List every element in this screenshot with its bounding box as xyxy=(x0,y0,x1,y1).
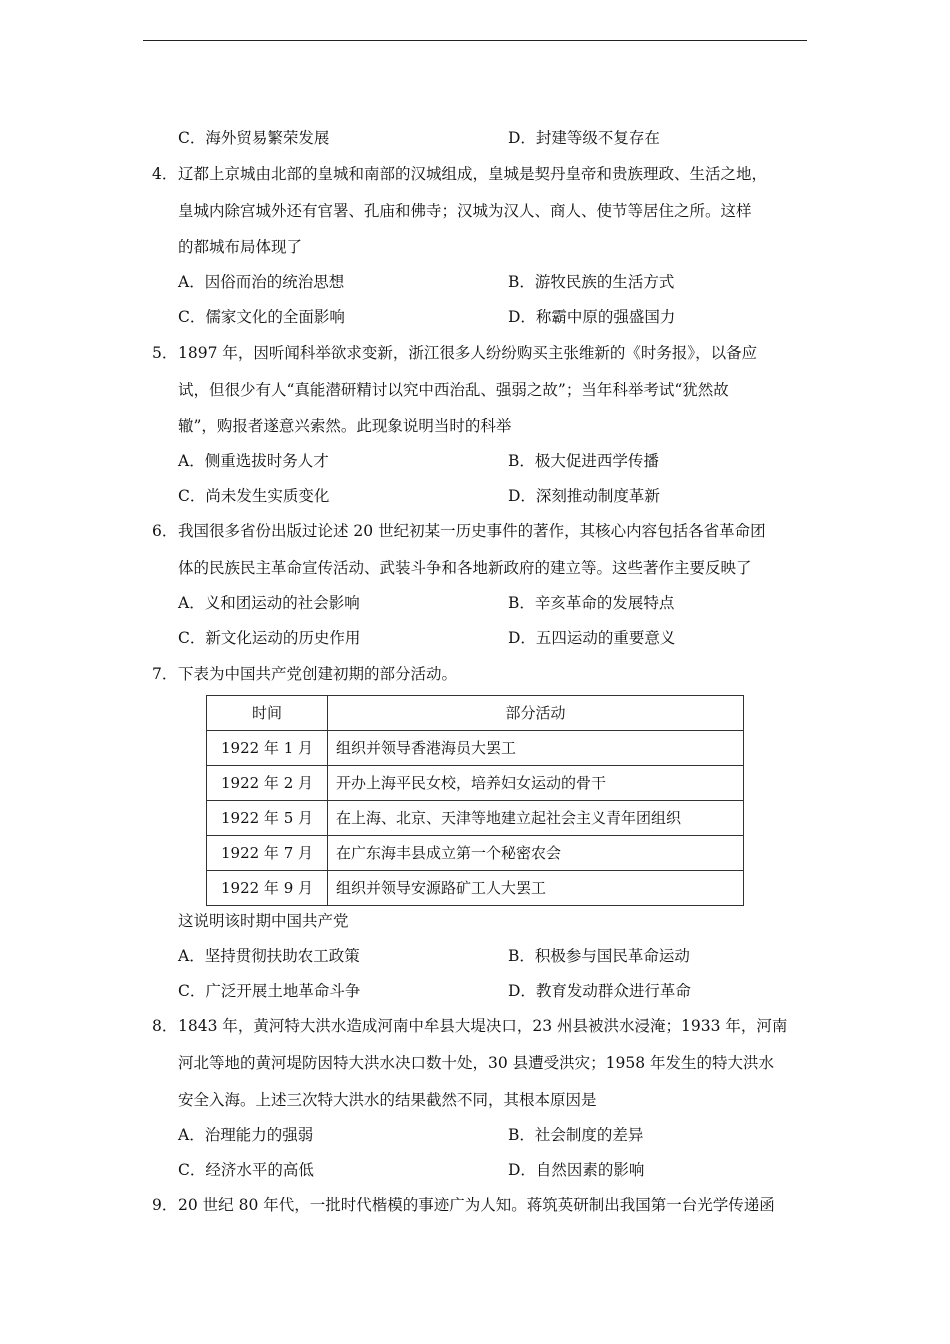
table-row xyxy=(207,836,744,871)
q4-option-b: B．游牧民族的生活方式 xyxy=(508,273,675,291)
q8-stem-line-2: 河北等地的黄河堤防因特大洪水决口数十处，30 县遭受洪灾；1958 年发生的特大洪水 xyxy=(178,1054,775,1072)
table-header-row xyxy=(207,696,744,731)
q8-option-c: C．经济水平的高低 xyxy=(178,1161,314,1179)
q5-option-a: A．侧重选拔时务人才 xyxy=(178,452,329,470)
table-cell-activity: 组织并领导香港海员大罢工 xyxy=(328,731,744,766)
table-cell-activity: 组织并领导安源路矿工人大罢工 xyxy=(328,871,744,906)
q9-number: 9． xyxy=(152,1196,178,1214)
table-cell-time: 1922 年 7 月 xyxy=(207,836,328,871)
q6-option-a: A．义和团运动的社会影响 xyxy=(178,594,360,612)
table-cell-activity: 在上海、北京、天津等地建立起社会主义青年团组织 xyxy=(328,801,744,836)
table-row xyxy=(207,871,744,906)
q8-number: 8． xyxy=(152,1017,178,1035)
q8-stem-line-1: 1843 年，黄河特大洪水造成河南中牟县大堤决口，23 州县被洪水浸淹；1933 年，河南 xyxy=(178,1017,788,1035)
q7-option-b: B．积极参与国民革命运动 xyxy=(508,947,690,965)
table-header-activity: 部分活动 xyxy=(328,696,744,731)
table-row xyxy=(207,766,744,801)
q7-option-d: D．教育发动群众进行革命 xyxy=(508,982,691,1000)
q5-option-d: D．深刻推动制度革新 xyxy=(508,487,660,505)
q8-option-b: B．社会制度的差异 xyxy=(508,1126,644,1144)
q5-stem-line-3: 辙”，购报者遂意兴索然。此现象说明当时的科举 xyxy=(178,417,512,435)
activities-table xyxy=(206,695,744,906)
q4-number: 4． xyxy=(152,165,178,183)
q6-stem-line-1: 我国很多省份出版过论述 20 世纪初某一历史事件的著作，其核心内容包括各省革命团 xyxy=(178,522,766,540)
q3-option-d: D．封建等级不复存在 xyxy=(508,129,660,147)
table-cell-time: 1922 年 2 月 xyxy=(207,766,328,801)
q7-intro: 下表为中国共产党创建初期的部分活动。 xyxy=(178,665,458,683)
q8-stem-line-3: 安全入海。上述三次特大洪水的结果截然不同，其根本原因是 xyxy=(178,1091,597,1109)
q8-option-d: D．自然因素的影响 xyxy=(508,1161,645,1179)
q9-stem-line-1: 20 世纪 80 年代，一批时代楷模的事迹广为人知。蒋筑英研制出我国第一台光学传递函 xyxy=(178,1196,775,1214)
q4-option-c: C．儒家文化的全面影响 xyxy=(178,308,345,326)
q4-stem-line-2: 皇城内除宫城外还有官署、孔庙和佛寺；汉城为汉人、商人、使节等居住之所。这样 xyxy=(178,202,752,220)
table-cell-time: 1922 年 5 月 xyxy=(207,801,328,836)
q4-stem-line-3: 的都城布局体现了 xyxy=(178,238,303,256)
q4-option-a: A．因俗而治的统治思想 xyxy=(178,273,345,291)
q7-after-table: 这说明该时期中国共产党 xyxy=(178,912,349,930)
table-cell-activity: 在广东海丰县成立第一个秘密农会 xyxy=(328,836,744,871)
q7-option-a: A．坚持贯彻扶助农工政策 xyxy=(178,947,360,965)
q5-option-b: B．极大促进西学传播 xyxy=(508,452,659,470)
q6-option-d: D．五四运动的重要意义 xyxy=(508,629,676,647)
q8-option-a: A．治理能力的强弱 xyxy=(178,1126,314,1144)
q7-number: 7． xyxy=(152,665,178,683)
q6-option-b: B．辛亥革命的发展特点 xyxy=(508,594,675,612)
table-row xyxy=(207,801,744,836)
table-cell-time: 1922 年 1 月 xyxy=(207,731,328,766)
q5-option-c: C．尚未发生实质变化 xyxy=(178,487,330,505)
table-cell-time: 1922 年 9 月 xyxy=(207,871,328,906)
table-cell-activity: 开办上海平民女校，培养妇女运动的骨干 xyxy=(328,766,744,801)
table-header-time: 时间 xyxy=(207,696,328,731)
q7-option-c: C．广泛开展土地革命斗争 xyxy=(178,982,361,1000)
q5-stem-line-2: 试，但很少有人“真能潜研精讨以究中西治乱、强弱之故”；当年科举考试“犹然故 xyxy=(178,381,729,399)
q4-stem-line-1: 辽都上京城由北部的皇城和南部的汉城组成，皇城是契丹皇帝和贵族理政、生活之地， xyxy=(178,165,768,183)
table-row xyxy=(207,731,744,766)
q5-number: 5． xyxy=(152,344,178,362)
q6-option-c: C．新文化运动的历史作用 xyxy=(178,629,361,647)
q3-option-c: C．海外贸易繁荣发展 xyxy=(178,129,330,147)
q6-stem-line-2: 体的民族民主革命宣传活动、武装斗争和各地新政府的建立等。这些著作主要反映了 xyxy=(178,559,752,577)
header-rule xyxy=(143,40,807,41)
q4-option-d: D．称霸中原的强盛国力 xyxy=(508,308,676,326)
q6-number: 6． xyxy=(152,522,178,540)
q5-stem-line-1: 1897 年，因听闻科举欲求变新，浙江很多人纷纷购买主张维新的《时务报》，以备应 xyxy=(178,344,758,362)
